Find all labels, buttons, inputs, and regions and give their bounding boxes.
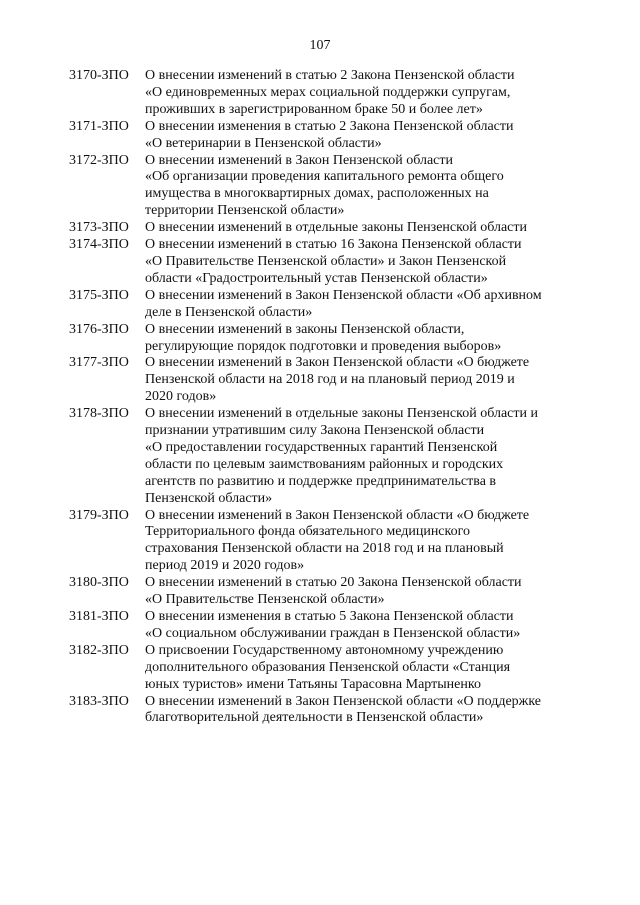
law-title (145, 355, 589, 406)
law-title-line: имущества в многоквартирных домах, расположенных на (145, 186, 489, 202)
law-title-line: «О единовременных мерах социальной поддержки супругам, (145, 84, 511, 100)
law-title-line: Территориального фонда обязательного медицинского (145, 524, 471, 540)
law-title-line: благотворительной деятельности в Пензенской области» (145, 710, 484, 726)
law-title-line: О внесении изменения в статью 5 Закона Пензенской области (145, 609, 514, 624)
law-number: 3174-ЗПО (69, 237, 129, 253)
law-entry (69, 406, 589, 507)
law-title-line: О внесении изменений в статью 16 Закона Пензенской области (145, 237, 522, 253)
law-title-line: О внесении изменений в статью 2 Закона Пензенской области (145, 68, 515, 83)
law-title-line: агентств по развитию и поддержке предпринимательства в (145, 473, 497, 489)
law-number: 3172-ЗПО (69, 152, 129, 168)
law-number: 3181-ЗПО (69, 609, 129, 624)
law-title-line: территории Пензенской области» (145, 203, 345, 219)
law-number: 3173-ЗПО (69, 220, 129, 236)
law-title-line: О внесении изменений в отдельные законы Пензенской области и (145, 406, 538, 422)
law-title (145, 322, 589, 356)
law-title-line: период 2019 и 2020 годов» (145, 558, 305, 574)
law-title-line: О присвоении Государственному автономному учреждению (145, 642, 504, 658)
law-list (69, 68, 589, 727)
law-title-line: «О ветеринарии в Пензенской области» (145, 135, 382, 151)
law-title-line: Пензенской области» (145, 490, 273, 506)
law-title (145, 288, 589, 322)
law-entry (69, 355, 589, 406)
law-number: 3171-ЗПО (69, 118, 129, 134)
law-title (145, 406, 589, 507)
law-title-line: О внесении изменений в законы Пензенской области, (145, 321, 465, 337)
law-title (145, 609, 589, 643)
law-title-line: О внесении изменений в статью 20 Закона Пензенской области (145, 575, 522, 591)
law-title-line: дополнительного образования Пензенской области «Станция (145, 659, 511, 675)
law-title (145, 508, 589, 576)
law-title (145, 643, 589, 694)
law-title-line: «О предоставлении государственных гарантий Пензенской (145, 439, 498, 455)
law-number: 3179-ЗПО (69, 507, 129, 523)
law-title-line: области «Градостроительный устав Пензенской области» (145, 270, 488, 286)
law-entry (69, 575, 589, 609)
law-title (145, 237, 589, 288)
law-entry (69, 220, 589, 237)
law-title-line: О внесении изменений в Закон Пензенской области «О поддержке (145, 693, 541, 709)
law-entry (69, 609, 589, 643)
law-title (145, 220, 589, 237)
law-title-line: «О Правительстве Пензенской области» и Закон Пензенской (145, 253, 507, 269)
law-entry (69, 694, 589, 728)
law-title-line: регулирующие порядок подготовки и проведения выборов» (145, 338, 502, 354)
law-title-line: страхования Пензенской области на 2018 год и на плановый (145, 541, 504, 557)
law-title-line: юных туристов» имени Татьяны Тарасовна Мартыненко (145, 676, 481, 692)
law-title-line: О внесении изменений в Закон Пензенской области (145, 152, 453, 168)
law-title-line: проживших в зарегистрированном браке 50 и более лет» (145, 101, 483, 117)
law-title-line: деле в Пензенской области» (145, 304, 313, 320)
law-title-line: О внесении изменений в Закон Пензенской области «Об архивном (145, 287, 542, 303)
law-title-line: «Об организации проведения капитального ремонта общего (145, 169, 504, 185)
law-title-line: О внесении изменений в Закон Пензенской области «О бюджете (145, 507, 530, 523)
law-number: 3176-ЗПО (69, 321, 129, 337)
law-title (145, 575, 589, 609)
law-entry (69, 643, 589, 694)
law-entry (69, 153, 589, 221)
law-number: 3177-ЗПО (69, 355, 129, 371)
law-number: 3180-ЗПО (69, 575, 129, 591)
law-title-line: О внесении изменений в Закон Пензенской области «О бюджете (145, 355, 530, 371)
law-title-line: признании утратившим силу Закона Пензенской области (145, 423, 485, 439)
law-number: 3178-ЗПО (69, 406, 129, 422)
law-title-line: Пензенской области на 2018 год и на плановый период 2019 и (145, 372, 515, 388)
law-entry (69, 237, 589, 288)
law-entry (69, 119, 589, 153)
law-title-line: «О Правительстве Пензенской области» (145, 592, 385, 608)
law-title-line: О внесении изменения в статью 2 Закона Пензенской области (145, 118, 514, 134)
law-number: 3182-ЗПО (69, 642, 129, 658)
law-title-line: О внесении изменений в отдельные законы Пензенской области (145, 220, 527, 236)
law-number: 3175-ЗПО (69, 287, 129, 303)
page-number: 107 (309, 38, 331, 53)
law-title (145, 694, 589, 728)
law-title-line: «О социальном обслуживании граждан в Пензенской области» (145, 625, 521, 641)
law-title (145, 68, 589, 119)
law-title (145, 119, 589, 153)
law-entry (69, 508, 589, 576)
law-number: 3183-ЗПО (69, 693, 129, 709)
law-entry (69, 288, 589, 322)
law-title-line: области по целевым заимствованиям районных и городских (145, 456, 504, 472)
law-title-line: 2020 годов» (145, 389, 217, 405)
law-entry (69, 322, 589, 356)
law-title (145, 153, 589, 221)
law-entry (69, 68, 589, 119)
law-number: 3170-ЗПО (69, 68, 129, 83)
